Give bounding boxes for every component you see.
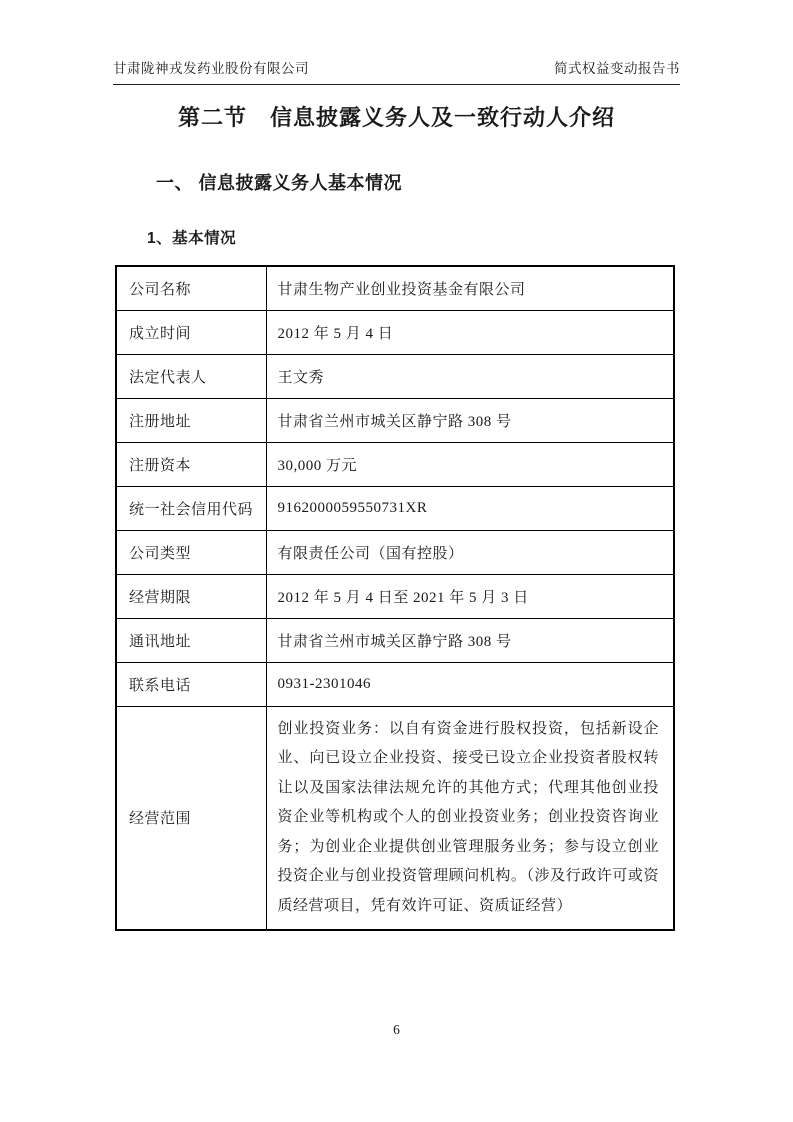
row-label: 联系电话 — [116, 662, 266, 706]
row-value: 甘肃省兰州市城关区静宁路 308 号 — [266, 618, 674, 662]
table-row-mailing-address — [116, 618, 674, 662]
row-label: 法定代表人 — [116, 354, 266, 398]
table-row-phone — [116, 662, 674, 706]
table-row-company-name — [116, 266, 674, 310]
row-value: 9162000059550731XR — [266, 486, 674, 530]
row-label: 经营期限 — [116, 574, 266, 618]
row-value: 有限责任公司（国有控股） — [266, 530, 674, 574]
table-row-registered-capital — [116, 442, 674, 486]
row-label: 通讯地址 — [116, 618, 266, 662]
row-value: 30,000 万元 — [266, 442, 674, 486]
row-label: 经营范围 — [116, 706, 266, 930]
row-label: 公司名称 — [116, 266, 266, 310]
row-value: 2012 年 5 月 4 日 — [266, 310, 674, 354]
table-row-business-term — [116, 574, 674, 618]
row-label: 统一社会信用代码 — [116, 486, 266, 530]
row-value: 0931-2301046 — [266, 662, 674, 706]
table-row-business-scope — [116, 706, 674, 930]
row-label: 成立时间 — [116, 310, 266, 354]
subsection-heading: 1、基本情况 — [147, 230, 237, 247]
section-heading: 一、 信息披露义务人基本情况 — [156, 173, 402, 193]
row-value: 甘肃省兰州市城关区静宁路 308 号 — [266, 398, 674, 442]
page-header — [113, 57, 680, 85]
row-label: 注册地址 — [116, 398, 266, 442]
row-value: 王文秀 — [266, 354, 674, 398]
header-report-title: 简式权益变动报告书 — [554, 61, 680, 76]
basic-info-table — [115, 265, 675, 931]
row-value: 2012 年 5 月 4 日至 2021 年 5 月 3 日 — [266, 574, 674, 618]
row-label: 公司类型 — [116, 530, 266, 574]
chapter-title: 第二节 信息披露义务人及一致行动人介绍 — [177, 105, 615, 130]
table-row-registered-address — [116, 398, 674, 442]
basic-info-table-body — [116, 266, 674, 930]
table-row-credit-code — [116, 486, 674, 530]
row-value: 创业投资业务：以自有资金进行股权投资，包括新设企业、向已设立企业投资、接受已设立企业投资者股权转让以及国家法律法规允许的其他方式；代理其他创业投资企业等机构或个人的创业投资业务；创业投资咨询业务；为创业企业提供创业管理服务业务；参与设立创业投资企业与创业投资管理顾问机构。（涉及行政许可或资质经营项目，凭有效许可证、资质证经营） — [266, 706, 674, 930]
table-row-company-type — [116, 530, 674, 574]
table-row-legal-representative — [116, 354, 674, 398]
row-label: 注册资本 — [116, 442, 266, 486]
row-value: 甘肃生物产业创业投资基金有限公司 — [266, 266, 674, 310]
page-number: 6 — [393, 1022, 400, 1037]
header-company-name: 甘肃陇神戎发药业股份有限公司 — [113, 61, 309, 76]
table-row-founding-date — [116, 310, 674, 354]
